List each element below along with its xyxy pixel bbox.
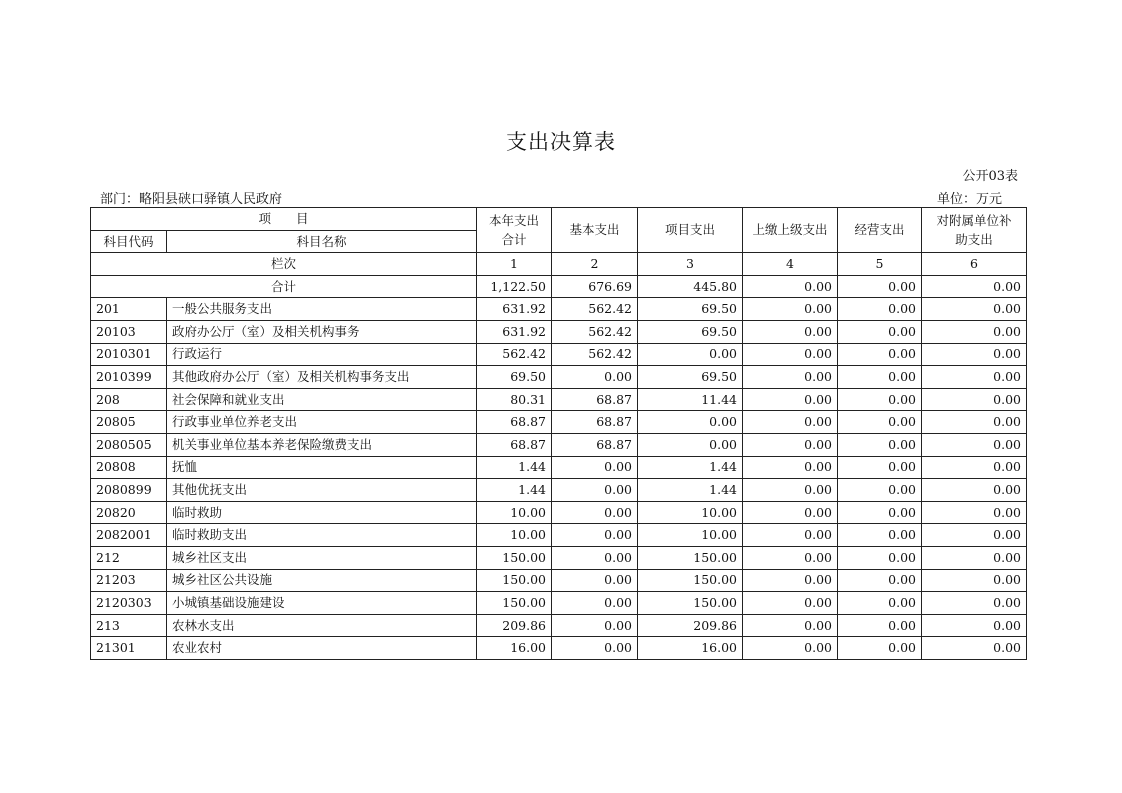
value-cell: 0.00 — [743, 501, 838, 524]
table-row — [91, 366, 1027, 389]
value-cell: 0.00 — [552, 569, 638, 592]
value-cell: 0.00 — [838, 366, 922, 389]
value-cell: 0.00 — [838, 637, 922, 660]
col-num: 2 — [552, 253, 638, 276]
value-cell: 0.00 — [922, 614, 1027, 637]
value-cell: 10.00 — [638, 501, 743, 524]
table-row — [91, 569, 1027, 592]
subject-name-cell: 临时救助 — [167, 501, 477, 524]
value-cell: 1.44 — [638, 479, 743, 502]
table-row — [91, 501, 1027, 524]
total-value: 445.80 — [638, 275, 743, 298]
subject-name-cell: 其他优抚支出 — [167, 479, 477, 502]
value-cell: 0.00 — [743, 433, 838, 456]
subject-name-cell: 抚恤 — [167, 456, 477, 479]
subject-code-cell: 20805 — [91, 411, 167, 434]
header-subsidy — [922, 208, 1027, 253]
value-cell: 562.42 — [552, 343, 638, 366]
value-cell: 0.00 — [638, 343, 743, 366]
total-value: 0.00 — [838, 275, 922, 298]
subject-code-cell: 21301 — [91, 637, 167, 660]
value-cell: 0.00 — [743, 456, 838, 479]
header-code: 科目代码 — [91, 230, 167, 253]
value-cell: 0.00 — [638, 433, 743, 456]
value-cell: 0.00 — [743, 569, 838, 592]
total-label: 合计 — [91, 275, 477, 298]
value-cell: 0.00 — [743, 343, 838, 366]
value-cell: 0.00 — [743, 614, 838, 637]
value-cell: 150.00 — [638, 592, 743, 615]
col-num: 6 — [922, 253, 1027, 276]
table-row — [91, 546, 1027, 569]
col-num: 5 — [838, 253, 922, 276]
value-cell: 0.00 — [552, 524, 638, 547]
header-total-line2: 合计 — [501, 232, 527, 248]
table-row — [91, 320, 1027, 343]
value-cell: 0.00 — [838, 456, 922, 479]
value-cell: 631.92 — [477, 298, 552, 321]
value-cell: 0.00 — [743, 637, 838, 660]
value-cell: 0.00 — [552, 637, 638, 660]
expenditure-table — [90, 207, 1027, 660]
value-cell: 150.00 — [477, 569, 552, 592]
unit-label: 单位：万元 — [936, 192, 1002, 207]
value-cell: 0.00 — [838, 433, 922, 456]
value-cell: 69.50 — [638, 366, 743, 389]
value-cell: 0.00 — [838, 569, 922, 592]
subject-code-cell: 2010301 — [91, 343, 167, 366]
total-value: 1,122.50 — [477, 275, 552, 298]
form-number: 公开03表 — [962, 169, 1018, 184]
value-cell: 0.00 — [838, 524, 922, 547]
value-cell: 0.00 — [838, 411, 922, 434]
value-cell: 562.42 — [552, 298, 638, 321]
value-cell: 0.00 — [922, 298, 1027, 321]
value-cell: 0.00 — [922, 388, 1027, 411]
header-basic: 基本支出 — [552, 208, 638, 253]
value-cell: 68.87 — [477, 411, 552, 434]
col-num: 4 — [743, 253, 838, 276]
value-cell: 1.44 — [477, 456, 552, 479]
value-cell: 0.00 — [838, 320, 922, 343]
table-row — [91, 479, 1027, 502]
value-cell: 0.00 — [743, 366, 838, 389]
value-cell: 0.00 — [838, 592, 922, 615]
table-row — [91, 614, 1027, 637]
value-cell: 0.00 — [922, 592, 1027, 615]
header-name: 科目名称 — [167, 230, 477, 253]
value-cell: 150.00 — [638, 546, 743, 569]
subject-code-cell: 20103 — [91, 320, 167, 343]
value-cell: 0.00 — [552, 614, 638, 637]
value-cell: 11.44 — [638, 388, 743, 411]
value-cell: 0.00 — [743, 298, 838, 321]
subject-code-cell: 2082001 — [91, 524, 167, 547]
value-cell: 69.50 — [638, 298, 743, 321]
value-cell: 0.00 — [552, 501, 638, 524]
table-row — [91, 298, 1027, 321]
value-cell: 0.00 — [552, 366, 638, 389]
total-value: 676.69 — [552, 275, 638, 298]
value-cell: 209.86 — [477, 614, 552, 637]
value-cell: 0.00 — [922, 546, 1027, 569]
value-cell: 0.00 — [838, 546, 922, 569]
header-total — [477, 208, 552, 253]
subject-name-cell: 城乡社区支出 — [167, 546, 477, 569]
value-cell: 0.00 — [922, 524, 1027, 547]
value-cell: 68.87 — [552, 388, 638, 411]
subject-name-cell: 小城镇基础设施建设 — [167, 592, 477, 615]
value-cell: 0.00 — [922, 456, 1027, 479]
subject-code-cell: 213 — [91, 614, 167, 637]
value-cell: 16.00 — [477, 637, 552, 660]
subject-code-cell: 208 — [91, 388, 167, 411]
header-project: 项目支出 — [638, 208, 743, 253]
value-cell: 150.00 — [477, 592, 552, 615]
value-cell: 0.00 — [922, 433, 1027, 456]
total-value: 0.00 — [922, 275, 1027, 298]
value-cell: 80.31 — [477, 388, 552, 411]
value-cell: 0.00 — [838, 343, 922, 366]
column-number-row — [91, 253, 1027, 276]
subject-name-cell: 社会保障和就业支出 — [167, 388, 477, 411]
value-cell: 68.87 — [477, 433, 552, 456]
header-row-1 — [91, 208, 1027, 231]
value-cell: 0.00 — [838, 501, 922, 524]
table-row — [91, 524, 1027, 547]
value-cell: 150.00 — [638, 569, 743, 592]
table-row — [91, 388, 1027, 411]
value-cell: 10.00 — [477, 524, 552, 547]
value-cell: 1.44 — [638, 456, 743, 479]
value-cell: 68.87 — [552, 433, 638, 456]
value-cell: 631.92 — [477, 320, 552, 343]
subject-name-cell: 其他政府办公厅（室）及相关机构事务支出 — [167, 366, 477, 389]
value-cell: 0.00 — [922, 320, 1027, 343]
subject-name-cell: 政府办公厅（室）及相关机构事务 — [167, 320, 477, 343]
subject-name-cell: 临时救助支出 — [167, 524, 477, 547]
total-row — [91, 275, 1027, 298]
value-cell: 0.00 — [743, 320, 838, 343]
col-num: 1 — [477, 253, 552, 276]
value-cell: 0.00 — [743, 524, 838, 547]
value-cell: 69.50 — [638, 320, 743, 343]
subject-name-cell: 机关事业单位基本养老保险缴费支出 — [167, 433, 477, 456]
table-row — [91, 592, 1027, 615]
subject-code-cell: 201 — [91, 298, 167, 321]
value-cell: 0.00 — [743, 411, 838, 434]
subject-name-cell: 行政事业单位养老支出 — [167, 411, 477, 434]
value-cell: 0.00 — [922, 637, 1027, 660]
value-cell: 0.00 — [552, 592, 638, 615]
subject-name-cell: 农业农村 — [167, 637, 477, 660]
total-value: 0.00 — [743, 275, 838, 298]
subject-name-cell: 农林水支出 — [167, 614, 477, 637]
table-row — [91, 411, 1027, 434]
value-cell: 562.42 — [477, 343, 552, 366]
value-cell: 0.00 — [922, 366, 1027, 389]
value-cell: 0.00 — [743, 479, 838, 502]
value-cell: 0.00 — [552, 546, 638, 569]
value-cell: 0.00 — [838, 388, 922, 411]
value-cell: 0.00 — [743, 592, 838, 615]
subject-code-cell: 20820 — [91, 501, 167, 524]
subject-code-cell: 2080899 — [91, 479, 167, 502]
value-cell: 0.00 — [922, 343, 1027, 366]
value-cell: 562.42 — [552, 320, 638, 343]
header-upper: 上缴上级支出 — [743, 208, 838, 253]
table-row — [91, 637, 1027, 660]
subject-name-cell: 一般公共服务支出 — [167, 298, 477, 321]
value-cell: 10.00 — [477, 501, 552, 524]
subject-name-cell: 行政运行 — [167, 343, 477, 366]
value-cell: 0.00 — [743, 388, 838, 411]
value-cell: 0.00 — [922, 501, 1027, 524]
department-label: 部门：略阳县硖口驿镇人民政府 — [100, 192, 283, 207]
value-cell: 0.00 — [638, 411, 743, 434]
row-label: 栏次 — [91, 253, 477, 276]
value-cell: 0.00 — [922, 569, 1027, 592]
value-cell: 16.00 — [638, 637, 743, 660]
value-cell: 0.00 — [552, 479, 638, 502]
page-title: 支出决算表 — [506, 130, 616, 154]
header-total-line1: 本年支出 — [489, 212, 540, 228]
table-row — [91, 343, 1027, 366]
value-cell: 0.00 — [838, 479, 922, 502]
value-cell: 209.86 — [638, 614, 743, 637]
subject-name-cell: 城乡社区公共设施 — [167, 569, 477, 592]
subject-code-cell: 2080505 — [91, 433, 167, 456]
value-cell: 68.87 — [552, 411, 638, 434]
value-cell: 0.00 — [552, 456, 638, 479]
header-business: 经营支出 — [838, 208, 922, 253]
table-row — [91, 456, 1027, 479]
value-cell: 0.00 — [838, 614, 922, 637]
value-cell: 0.00 — [838, 298, 922, 321]
subject-code-cell: 2120303 — [91, 592, 167, 615]
col-num: 3 — [638, 253, 743, 276]
value-cell: 1.44 — [477, 479, 552, 502]
value-cell: 10.00 — [638, 524, 743, 547]
value-cell: 0.00 — [922, 411, 1027, 434]
value-cell: 150.00 — [477, 546, 552, 569]
value-cell: 0.00 — [743, 546, 838, 569]
header-item: 项 目 — [91, 208, 477, 231]
subject-code-cell: 21203 — [91, 569, 167, 592]
value-cell: 69.50 — [477, 366, 552, 389]
subject-code-cell: 2010399 — [91, 366, 167, 389]
subject-code-cell: 20808 — [91, 456, 167, 479]
value-cell: 0.00 — [922, 479, 1027, 502]
table-row — [91, 433, 1027, 456]
header-subsidy-line2: 助支出 — [955, 232, 993, 248]
header-subsidy-line1: 对附属单位补 — [936, 212, 1012, 228]
subject-code-cell: 212 — [91, 546, 167, 569]
